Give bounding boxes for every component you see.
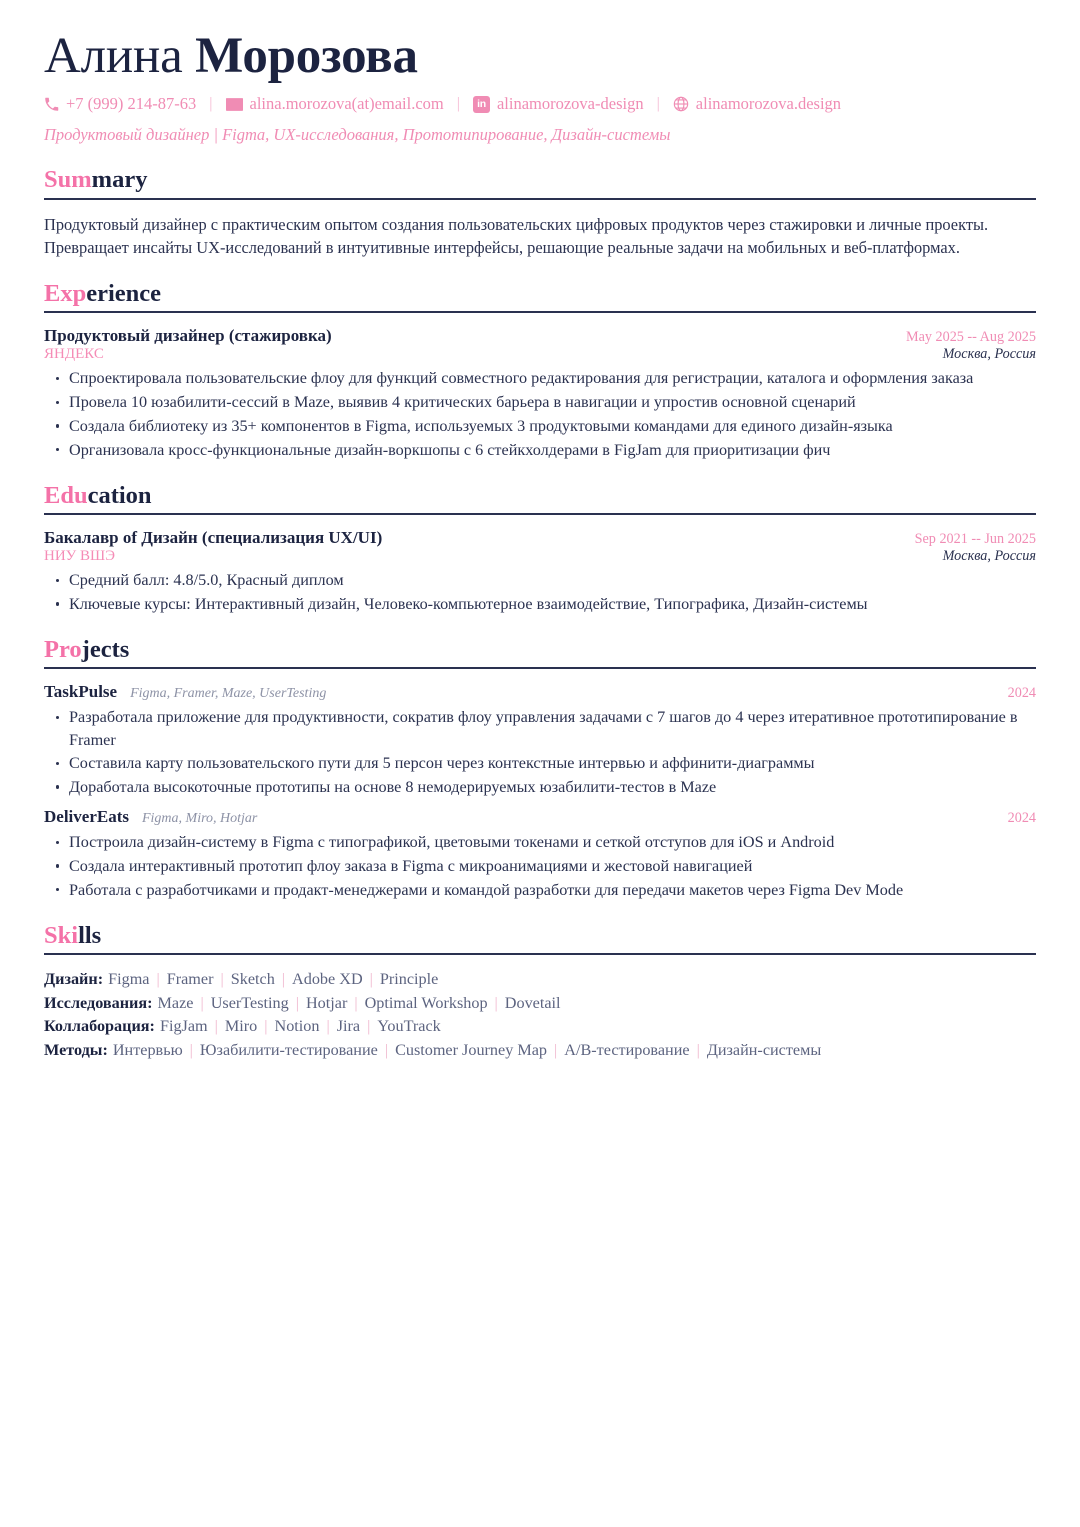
skill-separator: | <box>354 993 358 1012</box>
project-entry <box>44 807 1036 901</box>
contact-line <box>44 94 1036 114</box>
tagline: Продуктовый дизайнер | Figma, UX-исследования, Прототипирование, Дизайн-системы <box>44 125 671 145</box>
job-date: May 2025 -- Aug 2025 <box>905 329 1036 346</box>
contact-separator: | <box>656 95 660 113</box>
skill-category-label: Методы: <box>44 1040 108 1059</box>
entry-title-row <box>44 326 1036 346</box>
contact-separator: | <box>456 95 460 113</box>
skill-item: Maze <box>157 993 194 1012</box>
skill-item: Jira <box>336 1017 361 1036</box>
entry-title-row <box>44 528 1036 548</box>
skill-item: UserTesting <box>210 993 289 1012</box>
summary-paragraph: Продуктовый дизайнер с практическим опытом создания пользовательских цифровых продуктов через стажировки и личные проекты. Превращает инсайты UX-исследований в интуитивные интерфейсы, решающие реальные задачи на мобильных и веб-платформах. <box>44 214 989 257</box>
section-skills <box>44 921 1036 1063</box>
envelope-icon <box>226 98 243 111</box>
skill-item: Principle <box>379 970 439 989</box>
skill-separator: | <box>494 993 498 1012</box>
contact-separator: | <box>209 95 213 113</box>
skill-separator: | <box>696 1040 700 1059</box>
heading-rest: cation <box>87 481 152 509</box>
globe-icon <box>673 96 689 112</box>
section-heading-education <box>44 481 1036 513</box>
section-heading-experience <box>44 279 1036 311</box>
project-name: TaskPulse <box>44 682 118 702</box>
skill-category-label: Исследования: <box>44 993 153 1012</box>
heading-accent: Sum <box>44 166 92 194</box>
list-item: Составила карту пользовательского пути для 5 персон через контекстные интервью и аффинити-диаграммы <box>44 752 1036 774</box>
skill-separator: | <box>264 1017 268 1036</box>
email-text: alina.morozova(at)email.com <box>249 94 444 114</box>
heading-rest: erience <box>86 280 162 308</box>
section-heading-projects <box>44 635 1036 667</box>
skill-separator: | <box>295 993 299 1012</box>
section-rule <box>44 311 1036 313</box>
section-experience <box>44 279 1036 461</box>
skill-separator: | <box>189 1040 193 1059</box>
section-projects <box>44 635 1036 901</box>
list-item: Работала с разработчиками и продакт-менеджерами и командой разработки для передачи макетов через Figma Dev Mode <box>44 879 1036 901</box>
list-item: Ключевые курсы: Интерактивный дизайн, Человеко-компьютерное взаимодействие, Типографика, Дизайн-системы <box>44 593 1036 615</box>
skill-category-label: Коллаборация: <box>44 1017 155 1036</box>
skill-row <box>44 992 1036 1016</box>
contact-email[interactable] <box>226 94 444 114</box>
skill-separator: | <box>200 993 204 1012</box>
section-rule <box>44 198 1036 200</box>
skill-item: YouTrack <box>377 1017 441 1036</box>
heading-rest: lls <box>78 921 102 949</box>
project-title-row <box>44 682 1036 702</box>
skill-item: Optimal Workshop <box>364 993 488 1012</box>
section-rule <box>44 513 1036 515</box>
skill-item: Framer <box>166 970 214 989</box>
contact-phone[interactable] <box>44 94 196 114</box>
skill-item: Adobe XD <box>292 970 363 989</box>
phone-text: +7 (999) 214-87-63 <box>66 94 197 114</box>
entry-org-row <box>44 548 1036 565</box>
heading-rest: jects <box>81 636 130 663</box>
list-item: Разработала приложение для продуктивности, сократив флоу управления задачами с 7 шагов до 4 через итеративное прототипирование в Framer <box>44 706 1036 750</box>
section-rule <box>44 667 1036 669</box>
skill-item: Customer Journey Map <box>395 1040 548 1059</box>
project-title-row <box>44 807 1036 827</box>
skill-separator: | <box>220 970 224 989</box>
list-item: Создала библиотеку из 35+ компонентов в Figma, используемых 3 продуктовыми командами для единого дизайн-языка <box>44 415 1036 437</box>
project-stack: Figma, Miro, Hotjar <box>141 811 258 827</box>
skill-separator: | <box>326 1017 330 1036</box>
education-bullets <box>44 569 1036 615</box>
skill-item: Юзабилити-тестирование <box>199 1040 378 1059</box>
phone-icon <box>44 97 59 112</box>
skill-item: Notion <box>274 1017 320 1036</box>
list-item: Построила дизайн-систему в Figma с типографикой, цветовыми токенами и сеткой отступов для iOS и Android <box>44 831 1036 853</box>
entry-org-row <box>44 346 1036 363</box>
skill-separator: | <box>281 970 286 989</box>
list-item: Организовала кросс-функциональные дизайн-воркшопы с 6 стейкхолдерами в FigJam для приоритизации фич <box>44 439 1036 461</box>
school-location: Москва, Россия <box>942 548 1036 565</box>
job-organization: ЯНДЕКС <box>44 346 104 363</box>
section-rule <box>44 953 1036 955</box>
skill-item: Dovetail <box>504 993 561 1012</box>
contact-website[interactable] <box>673 94 841 114</box>
project-name: DeliverEats <box>44 807 129 827</box>
project-year: 2024 <box>1007 810 1036 827</box>
skill-item: Hotjar <box>305 993 348 1012</box>
project-left <box>44 682 326 702</box>
skill-row <box>44 1039 1036 1063</box>
first-name: Алина <box>44 28 183 84</box>
project-left <box>44 807 257 827</box>
section-summary <box>44 165 1036 259</box>
section-heading-summary <box>44 165 1036 197</box>
skill-row <box>44 968 1036 992</box>
skills-body <box>44 968 1036 1062</box>
list-item: Средний балл: 4.8/5.0, Красный диплом <box>44 569 1036 591</box>
skill-item: Интервью <box>112 1040 183 1059</box>
skill-item: Figma <box>108 970 150 989</box>
job-bullets <box>44 367 1036 460</box>
skill-item: Miro <box>224 1017 258 1036</box>
job-location: Москва, Россия <box>942 346 1036 363</box>
skill-separator: | <box>367 1017 371 1036</box>
heading-accent: Pro <box>44 636 82 663</box>
education-entry <box>44 528 1036 615</box>
website-text: alinamorozova.design <box>695 94 842 114</box>
skill-item: FigJam <box>159 1017 208 1036</box>
job-title: Продуктовый дизайнер (стажировка) <box>44 326 332 346</box>
heading-accent: Edu <box>44 481 88 509</box>
skill-separator: | <box>214 1017 218 1036</box>
last-name: Морозова <box>195 28 418 84</box>
resume-header <box>44 28 1036 145</box>
skill-separator: | <box>156 970 160 989</box>
skill-item: Дизайн-системы <box>706 1040 822 1059</box>
section-education <box>44 481 1036 615</box>
skill-separator: | <box>384 1040 389 1059</box>
project-bullets <box>44 706 1036 798</box>
skill-separator: | <box>369 970 373 989</box>
list-item: Доработала высокоточные прототипы на основе 8 немодерируемых юзабилити-тестов в Maze <box>44 776 1036 798</box>
list-item: Провела 10 юзабилити-сессий в Maze, выявив 4 критических барьера в навигации и упростив основной сценарий <box>44 391 1036 413</box>
project-entry <box>44 682 1036 798</box>
skill-category-label: Дизайн: <box>44 970 104 989</box>
linkedin-text: alinamorozova-design <box>496 94 644 114</box>
skill-separator: | <box>554 1040 558 1059</box>
project-stack: Figma, Framer, Maze, UserTesting <box>130 686 327 702</box>
linkedin-icon: in <box>473 96 490 113</box>
list-item: Спроектировала пользовательские флоу для функций совместного редактирования для регистрации, каталога и оформления заказа <box>44 367 1036 389</box>
experience-entry <box>44 326 1036 460</box>
degree-title: Бакалавр of Дизайн (специализация UX/UI) <box>44 528 383 548</box>
skill-row <box>44 1015 1036 1039</box>
section-heading-skills <box>44 921 1036 953</box>
contact-linkedin[interactable] <box>473 94 644 114</box>
project-bullets <box>44 831 1036 901</box>
page-title <box>44 28 1036 85</box>
heading-accent: Exp <box>44 280 87 308</box>
heading-accent: Ski <box>44 921 79 949</box>
skill-item: A/B-тестирование <box>564 1040 690 1059</box>
project-year: 2024 <box>1007 685 1036 702</box>
degree-date: Sep 2021 -- Jun 2025 <box>914 531 1036 548</box>
list-item: Создала интерактивный прототип флоу заказа в Figma с микроанимациями и жестовой навигацией <box>44 855 1036 877</box>
heading-rest: mary <box>91 166 148 194</box>
skill-item: Sketch <box>230 970 275 989</box>
school-name: НИУ ВШЭ <box>44 548 116 565</box>
